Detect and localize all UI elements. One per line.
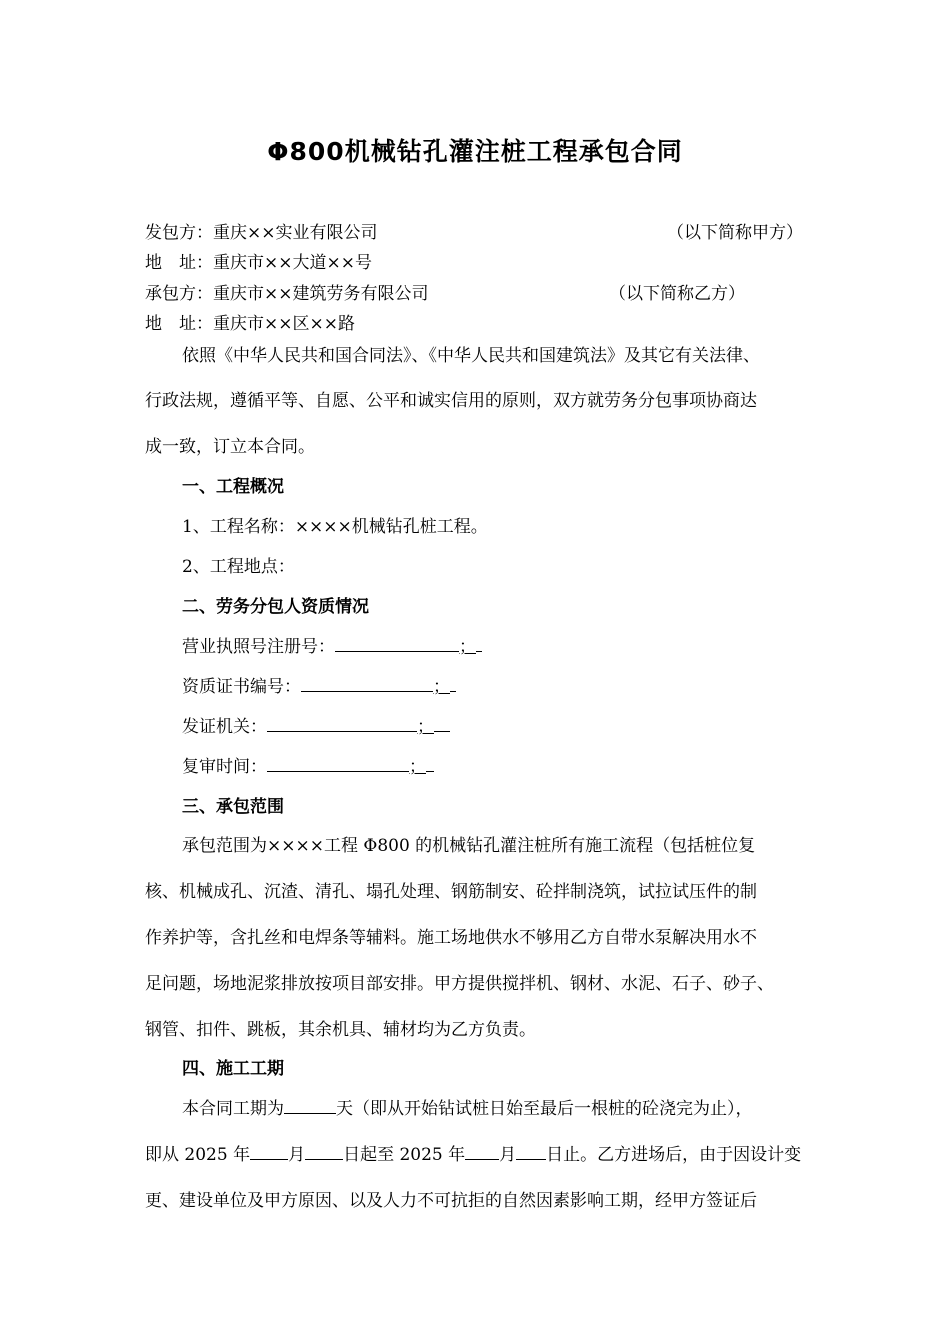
cert-line [182,672,456,697]
cert-blank-tail [450,674,456,692]
license-blank[interactable] [335,634,459,652]
review-line [182,752,434,777]
preamble-line-3: 成一致，订立本合同。 [145,437,315,457]
party-a-note: （以下简称甲方） [667,223,803,243]
party-b-label: 承包方： [145,284,213,304]
cert-label: 资质证书编号： [182,677,301,697]
issuer-line [182,712,450,737]
review-blank-tail [426,754,434,772]
address-b-label: 地 址： [145,314,213,334]
party-b-line [145,279,429,304]
address-a-value: 重庆市××大道××号 [213,253,372,273]
period-text-a: 本合同工期为 [182,1099,284,1119]
section-1-item-2: 2、工程地点： [182,557,295,577]
contract-title: Φ800机械钻孔灌注桩工程承包合同 [267,137,683,166]
review-label: 复审时间： [182,757,267,777]
scope-line-4: 足问题，场地泥浆排放按项目部安排。甲方提供搅拌机、钢材、水泥、石子、砂子、 [145,974,774,994]
section-3-heading: 三、承包范围 [182,797,284,817]
license-line [182,632,482,657]
scope-line-1: 承包范围为××××工程 Φ800 的机械钻孔灌注桩所有施工流程（包括桩位复 [182,836,756,856]
preamble-line-2: 行政法规，遵循平等、自愿、公平和诚实信用的原则，双方就劳务分包事项协商达 [145,391,757,411]
issuer-semicolon: ； [417,717,434,737]
review-blank[interactable] [267,754,409,772]
start-day-blank[interactable] [305,1142,343,1160]
party-a-name: 重庆××实业有限公司 [213,223,378,243]
address-a-label: 地 址： [145,253,213,273]
cert-blank[interactable] [301,674,433,692]
days-blank[interactable] [284,1096,336,1114]
party-b-name: 重庆市××建筑劳务有限公司 [213,284,429,304]
end-day-blank[interactable] [516,1142,546,1160]
period-text-f: 月 [499,1145,517,1165]
issuer-blank-tail [434,714,450,732]
party-b-note: （以下简称乙方） [609,284,745,304]
address-b-value: 重庆市××区××路 [213,314,355,334]
period-line-1 [182,1094,753,1119]
party-a-label: 发包方： [145,223,213,243]
review-semicolon: ； [409,757,426,777]
scope-line-2: 核、机械成孔、沉渣、清孔、塌孔处理、钢筋制安、砼拌制浇筑，试拉试压件的制 [145,882,757,902]
issuer-label: 发证机关： [182,717,267,737]
section-2-heading: 二、劳务分包人资质情况 [182,597,369,617]
period-text-g: 日止。乙方进场后，由于因设计变 [546,1145,802,1165]
period-text-d: 月 [288,1145,306,1165]
start-month-blank[interactable] [250,1142,288,1160]
preamble-line-1: 依照《中华人民共和国合同法》、《中华人民共和国建筑法》及其它有关法律、 [182,346,760,366]
section-4-heading: 四、施工工期 [182,1059,284,1079]
address-b-line [145,309,355,334]
section-1-item-1: 1、工程名称：××××机械钻孔桩工程。 [182,517,488,537]
period-line-2 [145,1140,801,1165]
scope-line-5: 钢管、扣件、跳板，其余机具、辅材均为乙方负责。 [145,1020,536,1040]
period-text-c: 即从 2025 年 [145,1145,251,1165]
license-blank-tail [476,634,482,652]
cert-semicolon: ； [433,677,450,697]
party-a-line [145,218,378,243]
section-1-heading: 一、工程概况 [182,477,284,497]
period-text-e: 日起至 2025 年 [343,1145,466,1165]
issuer-blank[interactable] [267,714,417,732]
scope-line-3: 作养护等，含扎丝和电焊条等辅料。施工场地供水不够用乙方自带水泵解决用水不 [145,928,757,948]
period-text-b: 天（即从开始钻试桩日始至最后一根桩的砼浇完为止）， [336,1099,753,1119]
address-a-line [145,248,372,273]
license-semicolon: ； [459,637,476,657]
end-month-blank[interactable] [465,1142,499,1160]
period-line-3: 更、建设单位及甲方原因、以及人力不可抗拒的自然因素影响工期，经甲方签证后 [145,1191,757,1211]
license-label: 营业执照号注册号： [182,637,335,657]
